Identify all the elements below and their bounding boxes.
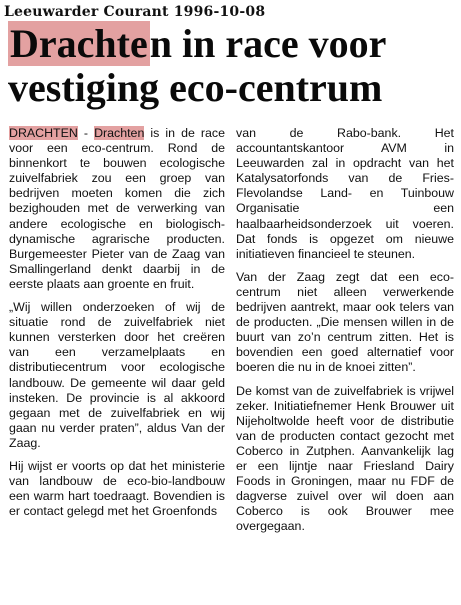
headline-line-2: vestiging eco-centrum	[8, 65, 383, 110]
headline	[8, 22, 458, 110]
article-paragraph: Van der Zaag zegt dat een eco-centrum niet alleen verwerkende bedrijven aantrekt, maar ook telers van de producten. „Die mensen willen in de buurt van zo’n centrum zitten. Het is bovendien een goed alternatief voor boeren die nu in de knoei zitten”.	[236, 269, 454, 375]
article-paragraph: Hij wijst er voorts op dat het ministerie van landbouw de eco-bio-landbouw een warm hart toedraagt. Bovendien is er contact gelegd met het Groenfonds	[9, 458, 225, 519]
article-paragraph	[9, 126, 225, 292]
source-line: Leeuwarder Courant 1996-10-08	[4, 4, 266, 20]
dateline: DRACHTEN	[9, 126, 78, 140]
headline-line-1	[8, 22, 458, 66]
headline-line-1-rest: n in race voor	[149, 21, 387, 66]
dateline-separator: -	[77, 126, 95, 140]
paragraph-text: is in de race voor een eco-centrum. Rond de binnenkort te bouwen ecologische zuivelfabriek zou een groep van bedrijven moeten komen die zich bezighouden met de verwerking van andere ecologische en biologisch-dynamische agrarische producten. Burgemeester Pieter van de Zaag van Smallingerland denkt daarbij in de eerste plaats aan groente en fruit.	[9, 126, 225, 291]
headline-highlight: Drachte	[10, 21, 148, 66]
article-paragraph: De komst van de zuivelfabriek is vrijwel zeker. Initiatiefnemer Henk Brouwer uit Nijeholtwolde heeft voor de distributie van de producten contact gezocht met Coberco in Zutphen. Aanvankelijk lag er een lijntje naar Friesland Dairy Foods in Groningen, maar nu FDF de dagverse zuivel over wil doen aan Coberco is ook Brouwer mee overgegaan.	[236, 383, 454, 534]
article-column-right	[236, 126, 454, 542]
keyword-highlight: Drachten	[94, 126, 145, 140]
article-paragraph: „Wij willen onderzoeken of wij de situatie rond de zuivelfabriek niet kunnen versterken door het creëren van een verzamelplaats en distributiecentrum voor ecologische landbouw. De gemeente wil daar geld insteken. De provincie is al akkoord gegaan met de zuivelfabriek en wij gaan nu verder praten”, aldus Van der Zaag.	[9, 300, 225, 450]
article-paragraph: van de Rabo-bank. Het accountantskantoor AVM in Leeuwarden zal in opdracht van het Katalysatorfonds van de Fries-Flevolandse Land- en Tuinbouw Organisatie een haalbaarheidsonderzoek uit voeren. Dat fonds is opgezet om nieuwe initiatieven financieel te steunen.	[236, 126, 454, 261]
article-column-left	[9, 126, 225, 527]
